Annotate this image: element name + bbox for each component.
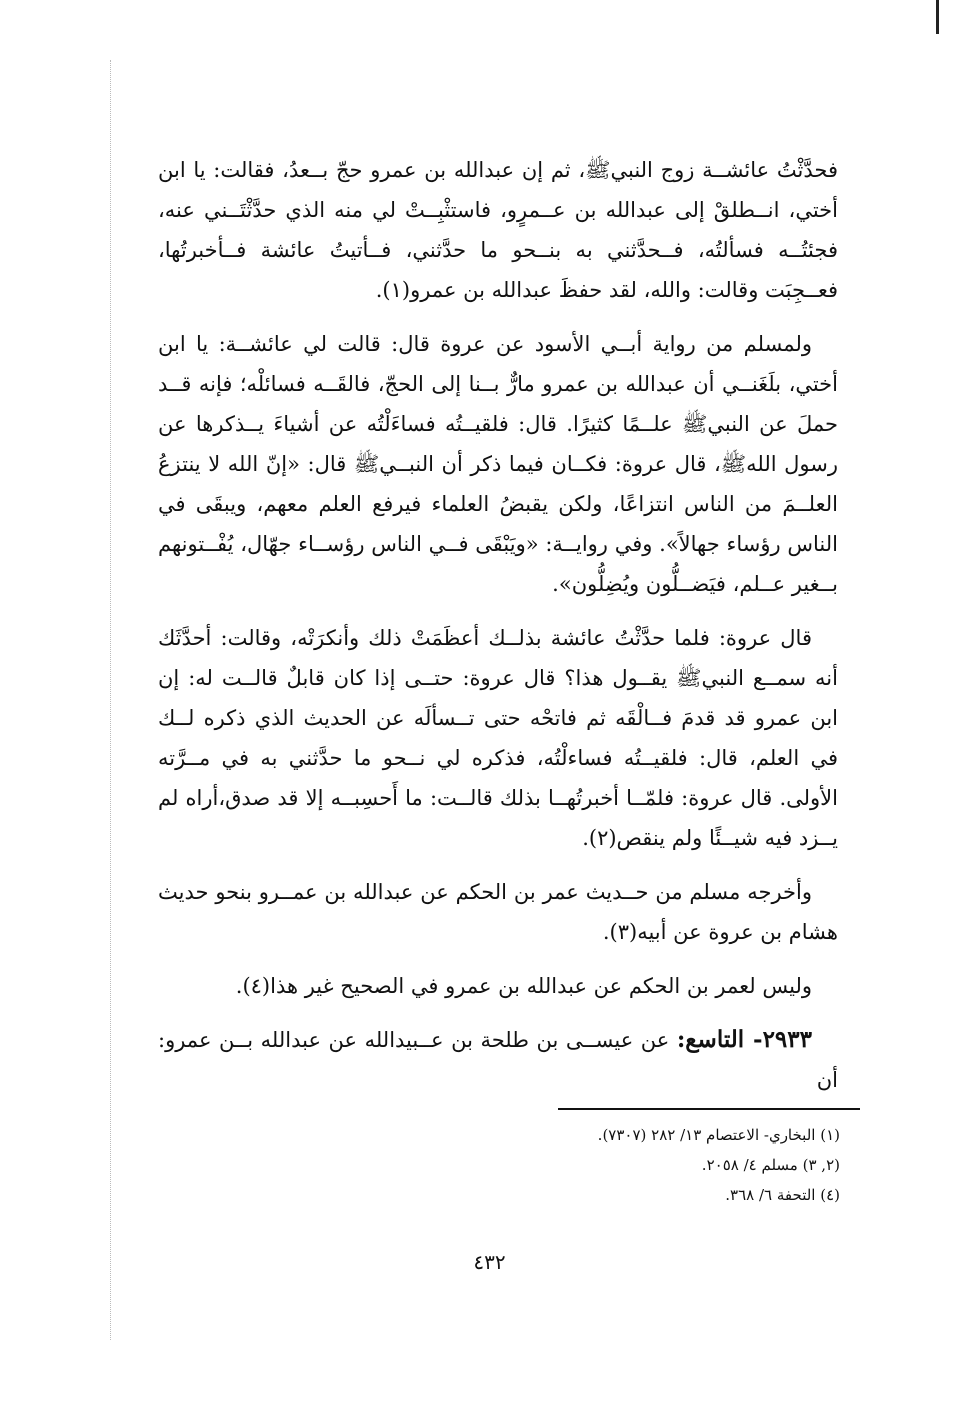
footnote-1: (١) البخاري- الاعتصام ١٣/ ٢٨٢ (٧٣٠٧).: [597, 1126, 840, 1144]
footnote-2: (٢, ٣) مسلم ٤/ ٢٠٥٨.: [701, 1156, 840, 1174]
paragraph-5: وليس لعمر بن الحكم عن عبدالله بن عمرو في الصحيح غير هذا(٤).: [235, 974, 812, 998]
footnote-3: (٤) التحفة ٦/ ٣٦٨.: [725, 1186, 840, 1204]
footnote-divider: [558, 1108, 860, 1110]
hadith-heading: [158, 1020, 838, 1100]
hadith-heading-text: عن عيســى بن طلحة بن عــبيدالله عن عبدالله بــن عمرو: أن: [158, 1028, 838, 1092]
hadith-number: ٢٩٣٣- التاسع:: [676, 1026, 812, 1053]
scan-margin-dots: [110, 60, 112, 1340]
main-text: [158, 150, 838, 1114]
paragraph-4: وأخرجه مسلم من حــديث عمر بن الحكم عن عبدالله بن عمــرو بنحو حديث هشام بن عروة عن أبيه(٣).: [158, 880, 838, 944]
paragraph-1: فحدَّثْتُ عائشــة زوج النبيﷺ، ثم إن عبدالله بن عمرو حجّ بــعدُ، فقالت: يا ابن أختي، انــطلقْ إلى عبدالله بن عــمرٍو، فاستثْبِــتْ لي منه الذي حدَّثْتَــني عنه، فجئتُــه فسألتُه، فــحدَّثني به بنــحو ما حدَّثني، فــأتيتُ عائشة فــأخبرتُها، فعــجِبَت وقالت: والله، لقد حفظَ عبدالله بن عمرو(١).: [158, 158, 838, 302]
paragraph-3: قال عروة: فلما حدَّثْتُ عائشة بذلــك أعظَمَتْ ذلك وأنكرَتْه، وقالت: أحدَّثَك أنه سمــع النبيﷺ يقــول هذا؟ قال عروة: حتــى إذا كان قابلٌ قالــت له: إن ابن عمرو قد قدمَ فــالْقَه ثم فاتحْه حتى تــسألَه عن الحديث الذي ذكره لــك في العلم، قال: فلقيــتُه فساءلْتُه، فذكره لي نــحو ما حدَّثني به في مــرَّته الأولى. قال عروة: فلمّــا أخبرتُهــا بذلك قالــت: ما أَحسِبــه إلا قد صدق،أراه لم يــزد فيه شيــئًا ولم ينقص(٢).: [158, 626, 838, 850]
page-number: ٤٣٢: [473, 1250, 506, 1274]
paragraph-2: ولمسلم من رواية أبــي الأسود عن عروة قال: قالت لي عائشــة: يا ابن أختي، بلَغَنــي أن عبدالله بن عمرو مارٌّ بــنا إلى الحجّ، فالقَــه فسائلْه؛ فإنه قــد حملَ عن النبيﷺ علــمًا كثيرًا. قال: فلقيــتُه فساءَلْتُه عن أشياءَ يــذكرها عن رسول اللهﷺ، قال عروة: فكــان فيما ذكر أن النبــيﷺ قال: «إنّ الله لا ينتزعُ العلــمَ من الناس انتزاعًا، ولكن يقبضُ العلماء فيرفع العلم معهم، ويبقَى في الناس رؤساء جهالاً». وفي روايــة: «ويَبْقَى فــي الناس رؤســاء جهّال، يُفْــتونهم بــغير عــلم، فيَضــلُّون ويُضِلُّون».: [158, 332, 838, 596]
footnotes: [320, 1120, 840, 1210]
scan-edge-mark: [936, 0, 939, 34]
